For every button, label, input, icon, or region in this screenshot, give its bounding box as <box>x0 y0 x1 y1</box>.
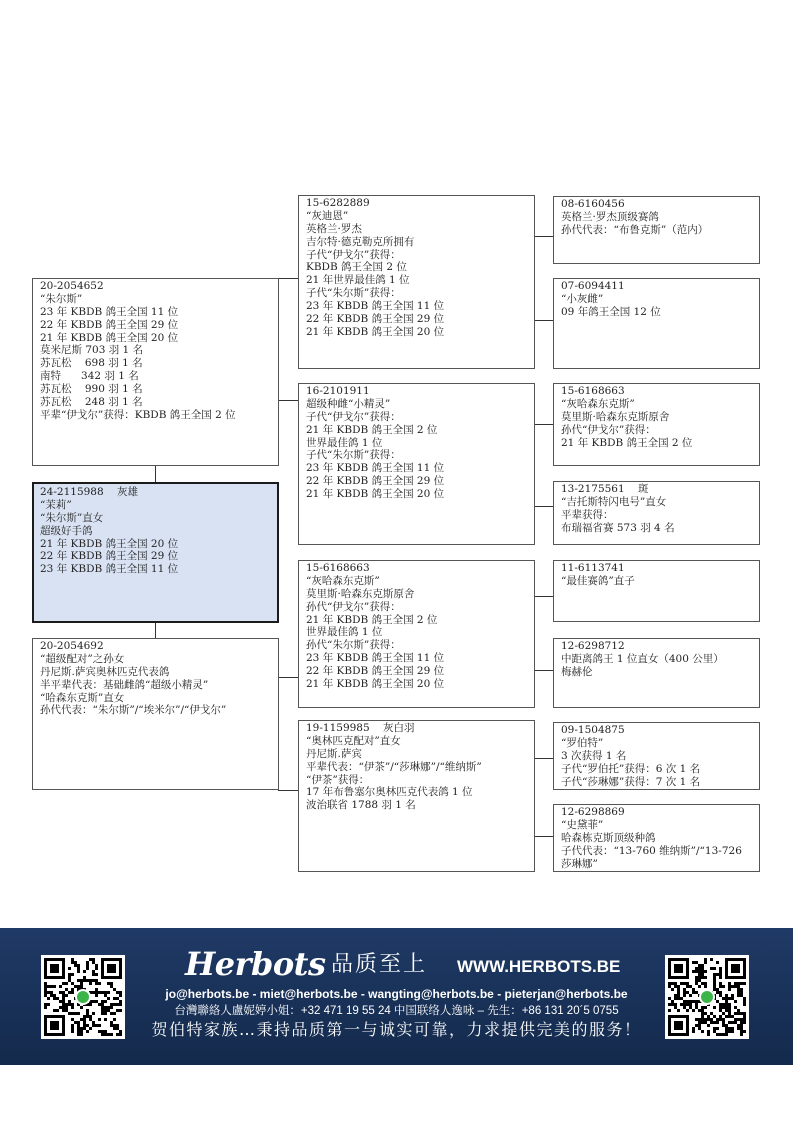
pedigree-line: 21 年 KBDB 鸽王全国 2 位 <box>561 436 693 449</box>
pedigree-line: 吉尔特·德克勒克所拥有 <box>306 235 415 248</box>
pedigree-line: 苏瓦松 990 羽 1 名 <box>40 383 143 396</box>
pedigree-line: 12-6298869 <box>561 806 625 818</box>
pedigree-line: 子代代表：“13-760 维纳斯”/“13-726 <box>561 844 742 857</box>
connector-sire-ss <box>278 278 298 279</box>
email-list[interactable]: jo@herbots.be - miet@herbots.be - wangting@herbots.be - pieterjan@herbots.be <box>165 987 628 1001</box>
pedigree-line: 23 年 KBDB 鸽王全国 11 位 <box>306 652 445 665</box>
pedigree-line: 半平辈代表：基础雌鸽“超级小精灵” <box>40 678 209 691</box>
phone-contacts: 台灣聯絡人盧妮婷小姐：+32 471 19 55 24 中国联络人逸咏 – 先生：+86 131 20´5 0755 <box>174 1005 619 1017</box>
connector-ss-sss <box>534 236 553 237</box>
pedigree-line: KBDB 鸽王全国 2 位 <box>306 261 407 274</box>
pedigree-line: “哈森东克斯”直女 <box>40 691 125 704</box>
pedigree-line: 15-6282889 <box>306 197 370 209</box>
pedigree-line: 24-2115988 灰雄 <box>40 486 139 498</box>
connector-dam <box>155 623 156 639</box>
connector-ss-ssd <box>534 320 553 321</box>
pedigree-line: 22 年 KBDB 鸽王全国 29 位 <box>306 313 445 326</box>
pedigree-line: “朱尔斯”直女 <box>40 511 104 524</box>
pedigree-line: 孙代“朱尔斯”获得： <box>306 639 401 652</box>
pedigree-line: 23 年 KBDB 鸽王全国 11 位 <box>40 305 179 318</box>
pedigree-line: 孙代代表：“布鲁克斯”（范内） <box>561 223 709 236</box>
connector-sire <box>155 466 156 482</box>
connector-ds-dsd <box>534 670 553 671</box>
pedigree-line: 平辈获得： <box>561 508 614 521</box>
pedigree-line: “伊茶”获得： <box>306 773 370 786</box>
sire-sire-card <box>298 195 535 369</box>
pedigree-line: 21 年 KBDB 鸽王全国 2 位 <box>306 423 438 436</box>
motto: 贺伯特家族…秉持品质第一与诚实可靠，力求提供完美的服务！ <box>151 1020 642 1039</box>
sire-dam-dam-card <box>553 481 760 545</box>
slogan: 品质至上 <box>331 952 428 977</box>
pedigree-line: “吉托斯特闪电号”直女 <box>561 495 667 508</box>
pedigree-line: “超级配对”之孙女 <box>40 652 125 665</box>
pedigree-line: 17 年布鲁塞尔奥林匹克代表鸽 1 位 <box>306 786 473 799</box>
pedigree-line: 莫里斯·哈森东克斯原舍 <box>306 587 415 600</box>
pedigree-line: 21 年 KBDB 鸽王全国 20 位 <box>306 325 445 338</box>
pedigree-line: 子代“罗伯托”获得：6 次 1 名 <box>561 762 701 775</box>
pedigree-line: 英格兰·罗杰 <box>306 222 362 235</box>
pedigree-line: 孙代“伊戈尔”获得： <box>306 600 401 613</box>
connector-dam-dd <box>278 790 298 791</box>
pedigree-line: 21 年世界最佳鸽 1 位 <box>306 274 410 287</box>
pedigree-line: 15-6168663 <box>306 562 370 574</box>
pedigree-line: 19-1159985 灰白羽 <box>306 722 415 734</box>
connector-dd-ddd <box>534 836 553 837</box>
pedigree-line: 南特 342 羽 1 名 <box>40 370 139 383</box>
pedigree-line: “茉莉” <box>40 498 72 511</box>
pedigree-line: 20-2054652 <box>40 280 104 292</box>
pedigree-line: “朱尔斯” <box>40 292 83 305</box>
dam-dam-card <box>298 720 535 872</box>
pedigree-line: 21 年 KBDB 鸽王全国 20 位 <box>306 678 445 691</box>
pedigree-line: 15-6168663 <box>561 385 625 397</box>
pedigree-line: 子代“莎琳娜”获得：7 次 1 名 <box>561 775 701 788</box>
pedigree-line: 世界最佳鸽 1 位 <box>306 436 383 449</box>
pedigree-line: 丹尼斯.萨宾 <box>306 747 362 760</box>
pedigree-line: 世界最佳鸽 1 位 <box>306 626 383 639</box>
pedigree-line: 超级好手鸽 <box>40 524 93 537</box>
connector-dd-dds <box>534 758 553 759</box>
pedigree-line: 梅赫伦 <box>561 665 593 678</box>
pedigree-line: 波治联省 1788 羽 1 名 <box>306 799 416 812</box>
connector-sd-sdd <box>534 506 553 507</box>
pedigree-line: 20-2054692 <box>40 640 104 652</box>
sire-dam-sire-card <box>553 383 760 466</box>
pedigree-line: 子代“伊戈尔”获得： <box>306 248 401 261</box>
dam-dam-sire-card <box>553 722 760 790</box>
pedigree-line: “奥林匹克配对”直女 <box>306 734 401 747</box>
pedigree-line: 孙代代表：“朱尔斯”/“埃米尔”/“伊戈尔” <box>40 704 227 717</box>
pedigree-line: 09-1504875 <box>561 724 625 736</box>
pedigree-line: 苏瓦松 248 羽 1 名 <box>40 396 143 409</box>
pedigree-line: 08-6160456 <box>561 198 625 210</box>
pedigree-line: 21 年 KBDB 鸽王全国 20 位 <box>40 537 179 550</box>
connector-dam-ds <box>278 677 298 678</box>
pedigree-line: 22 年 KBDB 鸽王全国 29 位 <box>40 550 179 563</box>
pedigree-line: 苏瓦松 698 羽 1 名 <box>40 357 143 370</box>
pedigree-line: 22 年 KBDB 鸽王全国 29 位 <box>306 475 445 488</box>
pedigree-line: “灰哈森东克斯” <box>306 574 380 587</box>
pedigree-line: 子代“伊戈尔”获得： <box>306 410 401 423</box>
pedigree-line: 中距离鸽王 1 位直女（400 公里） <box>561 652 724 665</box>
pedigree-line: 孙代“伊戈尔”获得： <box>561 423 656 436</box>
pedigree-line: “最佳赛鸽”直子 <box>561 574 635 587</box>
dam-sire-card <box>298 560 535 708</box>
sire-card <box>32 278 279 466</box>
pedigree-line: 莎琳娜” <box>561 857 598 870</box>
pedigree-line: 子代“朱尔斯”获得： <box>306 287 401 300</box>
pedigree-line: 丹尼斯.萨宾奥林匹克代表鸽 <box>40 665 170 678</box>
sire-dam-card <box>298 383 535 545</box>
pedigree-line: 平辈“伊戈尔”获得：KBDB 鸽王全国 2 位 <box>40 408 236 421</box>
subject-pigeon-card <box>32 482 279 623</box>
dam-sire-dam-card <box>553 638 760 708</box>
dam-sire-sire-card <box>553 560 760 622</box>
pedigree-line: 23 年 KBDB 鸽王全国 11 位 <box>306 462 445 475</box>
qr-code-right-icon <box>665 955 749 1039</box>
connector-sd-sds <box>534 424 553 425</box>
pedigree-line: 平辈代表：“伊茶”/“莎琳娜”/“维纳斯” <box>306 760 482 773</box>
dam-card <box>32 638 279 790</box>
pedigree-line: “灰哈森东克斯” <box>561 397 635 410</box>
sire-sire-dam-card <box>553 278 760 369</box>
pedigree-line: 21 年 KBDB 鸽王全国 20 位 <box>306 488 445 501</box>
pedigree-line: 11-6113741 <box>561 562 625 574</box>
sire-sire-sire-card <box>553 196 760 264</box>
pedigree-line: 3 次获得 1 名 <box>561 749 627 762</box>
pedigree-line: 21 年 KBDB 鸽王全国 20 位 <box>40 331 179 344</box>
pedigree-line: 哈森栋克斯顶级种鸽 <box>561 831 656 844</box>
website-link[interactable]: WWW.HERBOTS.BE <box>457 957 621 976</box>
pedigree-line: 莫米尼斯 703 羽 1 名 <box>40 344 144 357</box>
pedigree-line: 23 年 KBDB 鸽王全国 11 位 <box>306 300 445 313</box>
pedigree-line: 莫里斯·哈森东克斯原舍 <box>561 410 670 423</box>
pedigree-line: “罗伯特” <box>561 736 604 749</box>
pedigree-line: 13-2175561 斑 <box>561 483 649 495</box>
pedigree-line: 21 年 KBDB 鸽王全国 2 位 <box>306 613 438 626</box>
pedigree-line: “小灰雌” <box>561 292 604 305</box>
brand-row <box>185 945 621 983</box>
footer-banner <box>0 928 793 1065</box>
pedigree-line: 07-6094411 <box>561 280 625 292</box>
dam-dam-dam-card <box>553 804 760 872</box>
pedigree-line: “灰迪恩” <box>306 209 349 222</box>
pedigree-line: 子代“朱尔斯”获得： <box>306 449 401 462</box>
pedigree-line: 16-2101911 <box>306 385 370 397</box>
pedigree-line: 布瑞福省赛 573 羽 4 名 <box>561 521 675 534</box>
pedigree-line: 超级种雌“小精灵” <box>306 397 391 410</box>
pedigree-line: 22 年 KBDB 鸽王全国 29 位 <box>306 665 445 678</box>
pedigree-line: 09 年鸽王全国 12 位 <box>561 305 661 318</box>
pedigree-line: 23 年 KBDB 鸽王全国 11 位 <box>40 563 179 576</box>
herbots-logo: Herbots <box>185 945 326 983</box>
pedigree-line: 12-6298712 <box>561 640 625 652</box>
connector-sire-sd <box>278 400 298 401</box>
pedigree-line: 英格兰·罗杰顶级赛鸽 <box>561 210 659 223</box>
pedigree-line: “史黛菲” <box>561 818 604 831</box>
connector-ds-dss <box>534 596 553 597</box>
pedigree-line: 22 年 KBDB 鸽王全国 29 位 <box>40 318 179 331</box>
